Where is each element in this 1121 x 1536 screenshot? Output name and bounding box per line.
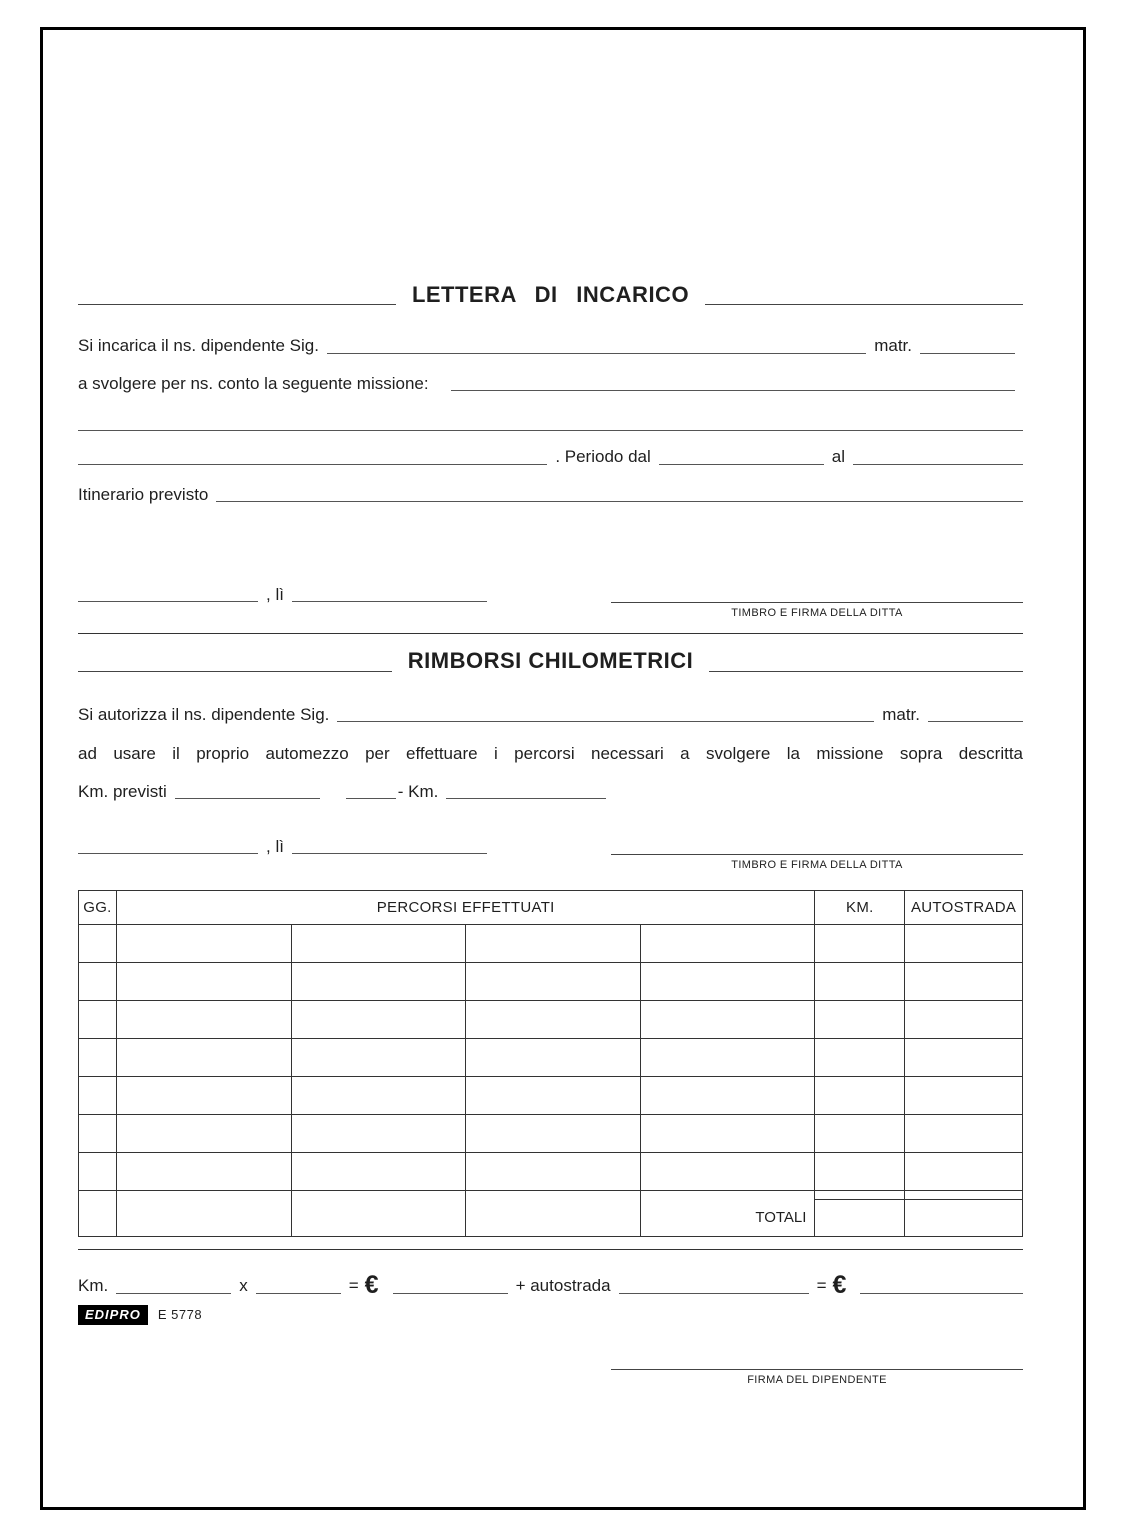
table-cell[interactable]	[641, 1039, 816, 1077]
timbro-firma-line-2[interactable]	[611, 854, 1023, 855]
col-header-autostrada: AUTOSTRADA	[905, 891, 1022, 925]
table-cell[interactable]	[117, 1077, 292, 1115]
table-cell[interactable]	[79, 925, 117, 963]
periodo-al-label: al	[831, 447, 845, 467]
table-cell[interactable]	[466, 1039, 641, 1077]
timbro-firma-ditta-area-2	[611, 854, 1023, 872]
percorsi-table	[78, 890, 1023, 1237]
table-cell[interactable]	[79, 963, 117, 1001]
firma-dipendente-label: FIRMA DEL DIPENDENTE	[747, 1374, 887, 1387]
table-cell[interactable]	[292, 1200, 467, 1236]
table-cell	[641, 1191, 816, 1200]
table-row	[79, 963, 1022, 1001]
table-cell[interactable]	[292, 1039, 467, 1077]
table-cell[interactable]	[79, 1153, 117, 1191]
under-table-rule	[78, 1249, 1023, 1250]
table-cell[interactable]	[466, 1115, 641, 1153]
formula-times-label: x	[239, 1276, 248, 1296]
section-incarico-title-row	[78, 282, 1023, 308]
matricola-label-2: matr.	[882, 704, 920, 724]
formula-km-field[interactable]	[116, 1290, 231, 1294]
li-label: , lì	[266, 584, 284, 604]
euro-icon: €	[832, 1271, 847, 1300]
table-cell[interactable]	[641, 1077, 816, 1115]
rimborsi-title: RIMBORSI CHILOMETRICI	[407, 648, 694, 674]
table-cell[interactable]	[466, 925, 641, 963]
firma-dipendente-area	[611, 1369, 1023, 1387]
dipendente-name-field[interactable]	[327, 350, 866, 354]
table-cell[interactable]	[641, 1115, 816, 1153]
table-cell[interactable]	[79, 1200, 117, 1236]
table-row	[79, 1001, 1022, 1039]
reimbursement-formula-row	[78, 1271, 1023, 1300]
itinerario-label: Itinerario previsto	[78, 484, 209, 504]
table-cell[interactable]	[466, 963, 641, 1001]
km-field[interactable]	[446, 795, 606, 799]
table-cell[interactable]	[815, 963, 905, 1001]
periodo-al-field[interactable]	[853, 461, 1023, 465]
title-right-rule	[705, 304, 1023, 305]
table-cell[interactable]	[117, 1001, 292, 1039]
table-cell[interactable]	[905, 1001, 1022, 1039]
formula-rate-field[interactable]	[256, 1290, 341, 1294]
totals-km-cell[interactable]	[815, 1200, 905, 1236]
table-cell	[466, 1191, 641, 1200]
table-cell[interactable]	[815, 1039, 905, 1077]
formula-total-field[interactable]	[860, 1290, 1023, 1294]
table-cell[interactable]	[117, 1200, 292, 1236]
km-previsti-label: Km. previsti	[78, 781, 167, 801]
table-cell[interactable]	[641, 925, 816, 963]
table-cell[interactable]	[905, 1039, 1022, 1077]
li-label-2: , lì	[266, 836, 284, 856]
table-cell[interactable]	[292, 1001, 467, 1039]
rimborsi-signature-row	[78, 837, 1023, 872]
formula-autostrada-field[interactable]	[619, 1290, 809, 1294]
table-cell[interactable]	[905, 1115, 1022, 1153]
table-cell[interactable]	[641, 963, 816, 1001]
table-cell[interactable]	[117, 1115, 292, 1153]
km-dash-label: - Km.	[397, 781, 439, 801]
table-cell[interactable]	[79, 1039, 117, 1077]
table-cell[interactable]	[815, 1153, 905, 1191]
timbro-firma-line[interactable]	[611, 602, 1023, 603]
totals-autostrada-cell[interactable]	[905, 1200, 1022, 1236]
table-cell[interactable]	[79, 1115, 117, 1153]
missione-field[interactable]	[451, 387, 1015, 391]
table-cell[interactable]	[466, 1001, 641, 1039]
col-header-percorsi: PERCORSI EFFETTUATI	[117, 891, 816, 925]
table-cell[interactable]	[466, 1200, 641, 1236]
table-cell[interactable]	[292, 1115, 467, 1153]
missione-line-3[interactable]	[78, 461, 547, 465]
timbro-firma-label-2: TIMBRO E FIRMA DELLA DITTA	[731, 859, 903, 872]
totals-label: TOTALI	[641, 1200, 816, 1236]
form-code: E 5778	[157, 1307, 203, 1323]
table-cell	[117, 1191, 292, 1200]
table-cell	[79, 1191, 117, 1200]
table-cell[interactable]	[466, 1077, 641, 1115]
table-cell[interactable]	[815, 925, 905, 963]
table-cell	[815, 1191, 905, 1200]
table-cell	[292, 1191, 467, 1200]
table-cell[interactable]	[815, 1115, 905, 1153]
table-double-rule-row	[79, 1191, 1022, 1200]
dipendente-name-field-2[interactable]	[337, 718, 874, 722]
table-row	[79, 1077, 1022, 1115]
table-cell[interactable]	[292, 963, 467, 1001]
incarico-signature-row	[78, 585, 1023, 620]
data-field-2[interactable]	[292, 850, 487, 854]
table-cell[interactable]	[292, 925, 467, 963]
periodo-label: . Periodo dal	[555, 447, 651, 467]
table-row	[79, 1039, 1022, 1077]
table-row	[79, 1153, 1022, 1191]
data-field[interactable]	[292, 598, 487, 602]
title-left-rule	[78, 304, 396, 305]
luogo-field[interactable]	[78, 598, 258, 602]
luogo-field-2[interactable]	[78, 850, 258, 854]
formula-autostrada-label: + autostrada	[515, 1276, 611, 1296]
usage-text: ad usare il proprio automezzo per effettuare i percorsi necessari a svolgere la missione sopra descritta	[78, 744, 1023, 764]
table-cell[interactable]	[117, 1153, 292, 1191]
formula-km-label: Km.	[78, 1276, 109, 1296]
table-cell[interactable]	[641, 1153, 816, 1191]
matricola-label: matr.	[874, 336, 912, 356]
edipro-logo: EDIPRO	[78, 1305, 148, 1326]
footer-brand-row	[78, 1305, 1023, 1326]
table-cell[interactable]	[905, 963, 1022, 1001]
formula-amount-field[interactable]	[393, 1290, 508, 1294]
table-header-row	[79, 891, 1022, 925]
missione-line-2[interactable]	[78, 430, 1023, 431]
euro-icon: €	[364, 1271, 379, 1300]
timbro-firma-ditta-area	[611, 602, 1023, 620]
table-cell[interactable]	[79, 1077, 117, 1115]
incarico-title: LETTERA DI INCARICO	[411, 282, 690, 307]
timbro-firma-label: TIMBRO E FIRMA DELLA DITTA	[731, 607, 903, 620]
table-cell[interactable]	[79, 1001, 117, 1039]
table-cell[interactable]	[466, 1153, 641, 1191]
table-cell[interactable]	[292, 1153, 467, 1191]
section-rimborsi-title-row	[78, 648, 1023, 674]
table-cell[interactable]	[815, 1001, 905, 1039]
page-border	[40, 27, 1086, 1510]
table-cell	[905, 1191, 1022, 1200]
table-cell[interactable]	[117, 1039, 292, 1077]
table-cell[interactable]	[641, 1001, 816, 1039]
table-cell[interactable]	[117, 925, 292, 963]
authorize-label: Si autorizza il ns. dipendente Sig.	[78, 704, 330, 724]
table-cell[interactable]	[292, 1077, 467, 1115]
table-cell[interactable]	[905, 925, 1022, 963]
matricola-field-2[interactable]	[928, 718, 1023, 722]
formula-equals2-label: =	[816, 1276, 827, 1296]
table-cell[interactable]	[905, 1153, 1022, 1191]
table-cell[interactable]	[117, 963, 292, 1001]
table-totals-row	[79, 1200, 1022, 1236]
table-cell[interactable]	[815, 1077, 905, 1115]
section-divider	[78, 633, 1023, 634]
table-row	[79, 1115, 1022, 1153]
mission-label: a svolgere per ns. conto la seguente missione:	[78, 373, 429, 393]
formula-equals1-label: =	[348, 1276, 359, 1296]
table-row	[79, 925, 1022, 963]
title-right-rule	[709, 671, 1023, 672]
assign-label: Si incarica il ns. dipendente Sig.	[78, 336, 319, 356]
itinerario-field[interactable]	[216, 498, 1023, 502]
matricola-field[interactable]	[920, 350, 1015, 354]
col-header-km: KM.	[815, 891, 905, 925]
col-header-gg: GG.	[79, 891, 117, 925]
periodo-dal-field[interactable]	[659, 461, 824, 465]
km-extra-field[interactable]	[346, 795, 396, 799]
firma-dipendente-line[interactable]	[611, 1369, 1023, 1370]
km-previsti-field[interactable]	[175, 795, 320, 799]
table-cell[interactable]	[905, 1077, 1022, 1115]
title-left-rule	[78, 671, 392, 672]
